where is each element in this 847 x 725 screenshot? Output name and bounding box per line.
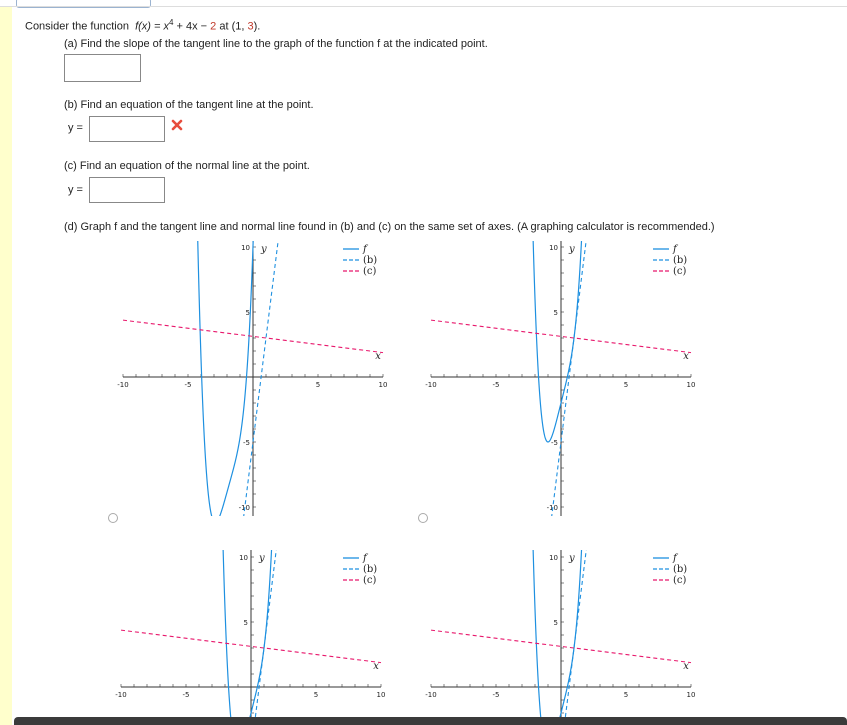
radio-option-a[interactable] <box>108 513 118 523</box>
y-tick-label: 10 <box>241 244 250 252</box>
legend-label-f: f <box>363 553 367 564</box>
part-d-text: (d) Graph f and the tangent line and normal line found in (b) and (c) on the same set of axes. (A graphing calculator is recommended.) <box>64 221 715 233</box>
graph-option-a <box>117 236 388 526</box>
x-tick-label: -10 <box>117 381 129 389</box>
y-tick-label: -5 <box>551 439 558 447</box>
legend-label-f: f <box>673 553 677 564</box>
x-axis-label: x <box>373 661 379 672</box>
function-text: f(x) = x <box>135 20 169 33</box>
x-tick-label: -5 <box>184 381 192 389</box>
x-tick-label: -5 <box>492 381 500 389</box>
part-a-text: (a) Find the slope of the tangent line to the graph of the function f at the indicated point. <box>64 38 488 50</box>
y-tick-label: 5 <box>553 619 558 627</box>
legend-label-c: (c) <box>673 575 687 586</box>
legend-label-b: (b) <box>673 255 688 266</box>
y-axis-label: y <box>569 244 575 255</box>
function-const: 2 <box>210 20 217 33</box>
x-axis-label: x <box>683 661 689 672</box>
radio-option-b[interactable] <box>418 513 428 523</box>
tangent-input[interactable] <box>89 116 165 142</box>
legend-label-c: (c) <box>363 575 377 586</box>
graph-option-c <box>115 545 386 720</box>
y-tick-label: 10 <box>239 554 248 562</box>
question-intro: Consider the function $f(x) = x^4 + 4x - 2$ at (1, 3). <box>25 18 261 33</box>
normal-input[interactable] <box>89 177 165 203</box>
y-equals-label: y = <box>68 184 83 196</box>
function-exponent: 4 <box>169 18 174 27</box>
x-tick-label: -5 <box>492 691 500 699</box>
y-tick-label: -10 <box>238 504 250 512</box>
at-text: at ( <box>216 20 236 33</box>
legend-label-b: (b) <box>363 564 378 575</box>
y-tick-label: -5 <box>243 439 250 447</box>
x-tick-label: 10 <box>376 691 386 699</box>
question-gutter <box>0 7 12 725</box>
y-axis-label: y <box>261 244 267 255</box>
x-tick-label: -10 <box>115 691 127 699</box>
legend-label-f: f <box>363 244 367 255</box>
y-tick-label: 5 <box>243 619 248 627</box>
x-tick-label: 5 <box>315 381 321 389</box>
x-tick-label: -5 <box>182 691 190 699</box>
y-axis-label: y <box>259 553 265 564</box>
y-tick-label: 5 <box>553 309 558 317</box>
x-tick-label: 10 <box>378 381 388 389</box>
x-tick-label: 10 <box>686 691 696 699</box>
part-c-text: (c) Find an equation of the normal line at the point. <box>64 160 310 172</box>
y-tick-label: 10 <box>549 244 558 252</box>
function-curve <box>184 0 270 523</box>
part-b-text: (b) Find an equation of the tangent line at the point. <box>64 99 314 111</box>
taskbar <box>14 717 847 725</box>
x-tick-label: 5 <box>623 691 629 699</box>
x-tick-label: 10 <box>686 381 696 389</box>
x-axis-label: x <box>375 351 381 362</box>
slope-input[interactable] <box>64 54 141 82</box>
graph-option-b <box>425 236 696 526</box>
legend-label-b: (b) <box>363 255 378 266</box>
graph-option-d <box>425 545 696 720</box>
x-tick-label: 5 <box>313 691 319 699</box>
x-tick-label: -10 <box>425 691 437 699</box>
y-axis-label: y <box>569 553 575 564</box>
legend-label-c: (c) <box>673 266 687 277</box>
y-equals-label: y = <box>68 122 83 134</box>
y-tick-label: 5 <box>245 309 250 317</box>
x-tick-label: 5 <box>623 381 629 389</box>
x-axis-label: x <box>683 351 689 362</box>
incorrect-icon <box>170 118 184 132</box>
legend-label-f: f <box>673 244 677 255</box>
legend-label-b: (b) <box>673 564 688 575</box>
point-x: 1 <box>235 20 242 33</box>
divider <box>0 6 847 7</box>
legend-label-c: (c) <box>363 266 377 277</box>
x-tick-label: -10 <box>425 381 437 389</box>
point-y: 3 <box>247 20 254 33</box>
intro-prefix: Consider the function <box>25 20 129 33</box>
y-tick-label: 10 <box>549 554 558 562</box>
function-rest: + 4x − <box>173 20 211 33</box>
y-tick-label: -10 <box>546 504 558 512</box>
